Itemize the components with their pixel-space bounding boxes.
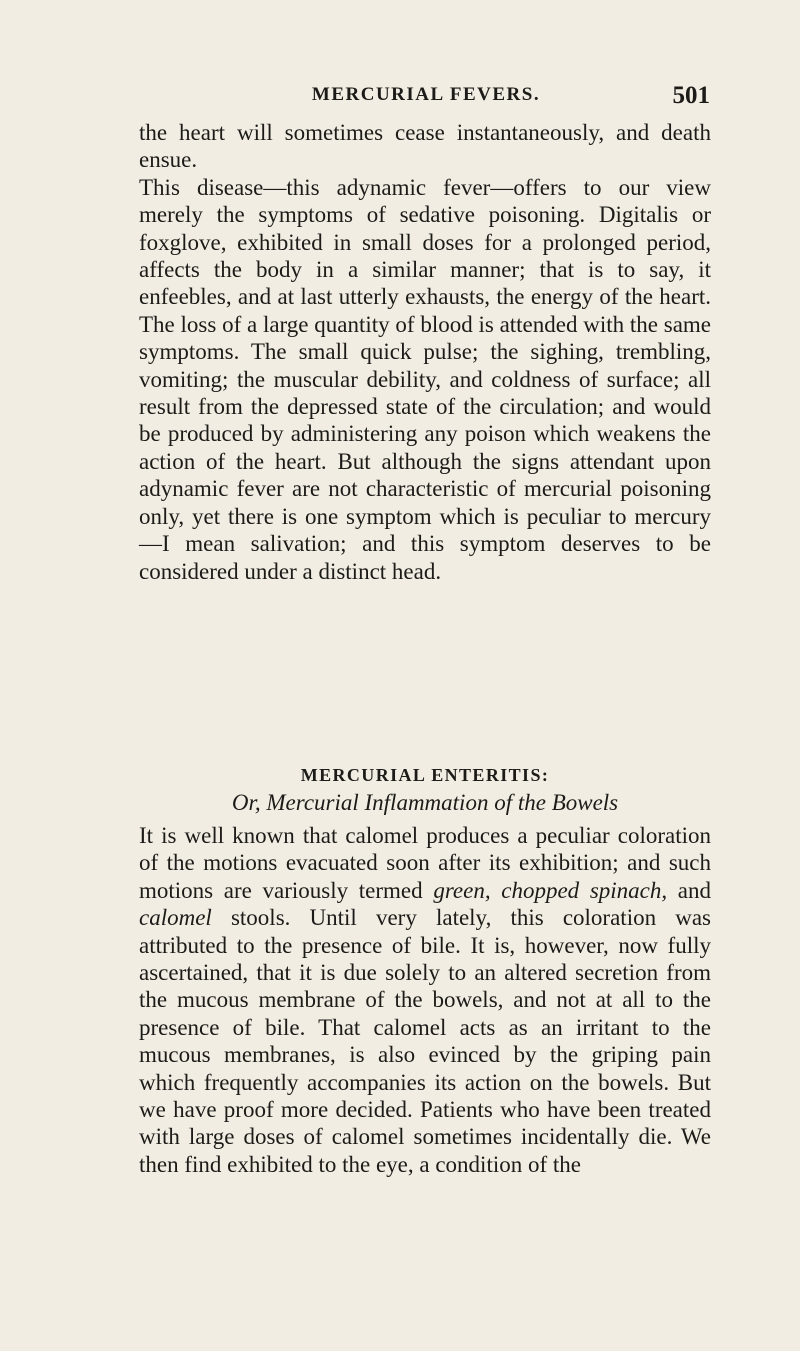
paragraph-continuation: the heart will sometimes cease instantaneously, and death ensue.: [139, 120, 711, 173]
italic-term: green, chopped spinach,: [433, 877, 668, 903]
paragraph-text: stools. Until very lately, this coloration was attributed to the presence of bile. It is, however, now fully ascertained, that it is due solely to an altered secretion from the mucous membrane of the bowels, and not at all to the presence of bile. That calomel acts as an irritant to the mucous membranes, is also evinced by the griping pain which frequently accompanies its action on the bowels. But we have proof more decided. Patients who have been treated with large doses of calomel sometimes incidentally die. We then find exhibited to the eye, a condition of the: [139, 905, 711, 1177]
running-head: [142, 84, 710, 114]
text-block-bottom: [139, 822, 711, 1178]
page-number: 501: [672, 82, 710, 109]
section-heading: MERCURIAL ENTERITIS:: [300, 765, 550, 785]
paragraph-adynamic-fever: This disease—this adynamic fever—offers to our view merely the symptoms of sedative poisoning. Digitalis or foxglove, exhibited in small doses for a prolonged period, affects the body in a similar manner; that is to say, it enfeebles, and at last utterly exhausts, the energy of the heart. The loss of a large quantity of blood is attended with the same symptoms. The small quick pulse; the sighing, trembling, vomiting; the muscular debility, and coldness of surface; all result from the depressed state of the circulation; and would be produced by administering any poison which weakens the action of the heart. But although the signs attendant upon adynamic fever are not characteristic of mercurial poisoning only, yet there is one symptom which is peculiar to mercury—I mean salivation; and this symptom deserves to be considered under a distinct head.: [139, 174, 711, 584]
paragraph-text: and: [667, 877, 711, 903]
section-subheading: Or, Mercurial Inflammation of the Bowels: [231, 790, 619, 815]
italic-term: calomel: [139, 905, 212, 931]
paragraph-text: It is well known that calomel produces a peculiar coloration of the motions evacuated soon after its exhibition; and such motions are variously termed: [139, 823, 711, 903]
paragraph-calomel: [139, 822, 711, 1178]
text-block-top: [139, 119, 711, 585]
running-title: MERCURIAL FEVERS.: [311, 84, 541, 105]
